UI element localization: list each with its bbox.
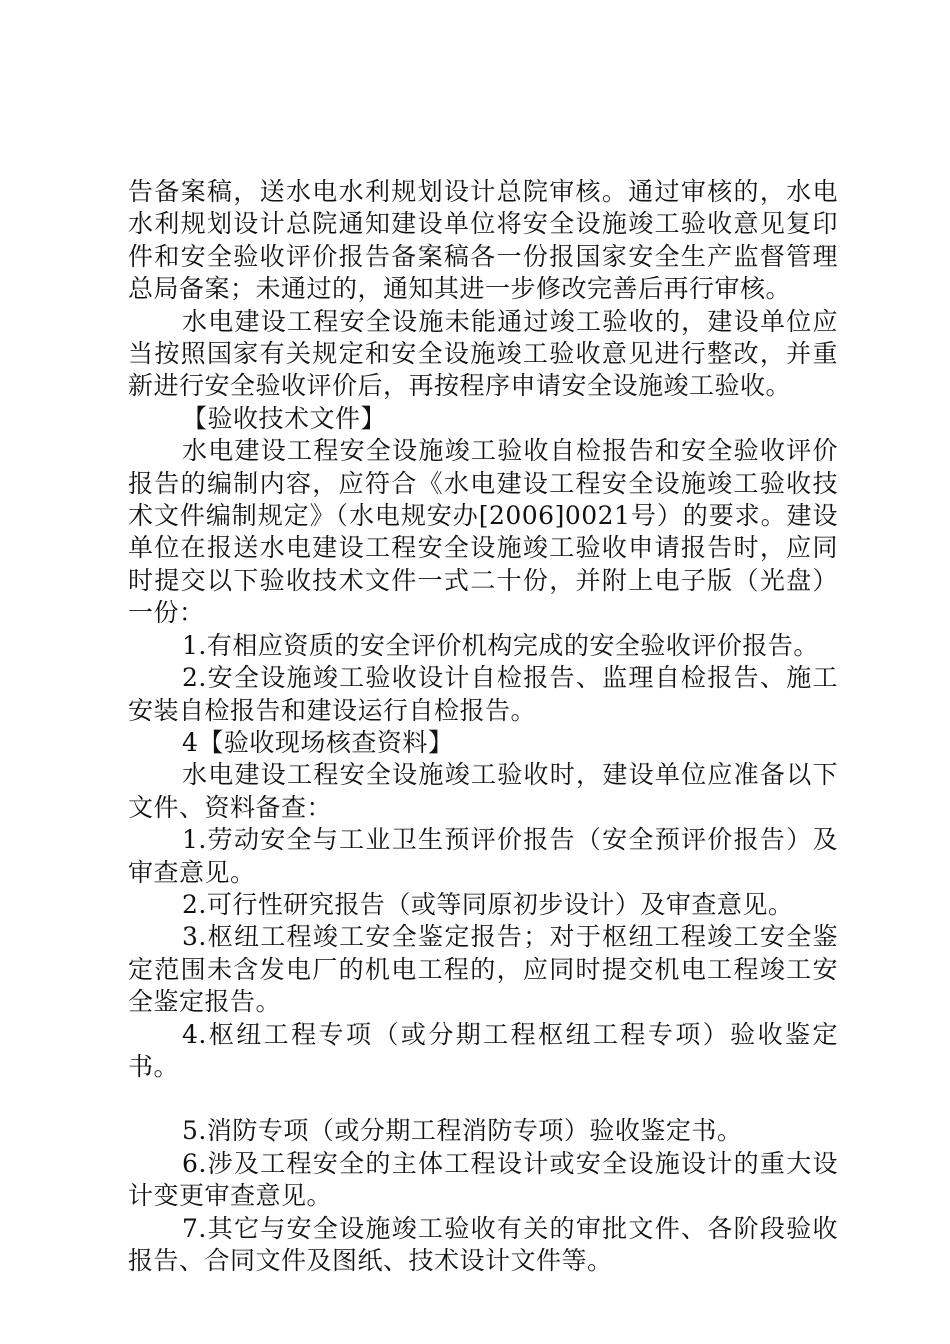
list-item-7-other-documents: 7.其它与安全设施竣工验收有关的审批文件、各阶段验收报告、合同文件及图纸、技术设计文件等。 (128, 1213, 838, 1275)
paragraph-failed-acceptance: 水电建设工程安全设施未能通过竣工验收的，建设单位应当按照国家有关规定和安全设施竣工验收意见进行整改，并重新进行安全验收评价后，再按程序申请安全设施竣工验收。 (128, 306, 838, 401)
list-item-5-fire-acceptance: 5.消防专项（或分期工程消防专项）验收鉴定书。 (182, 1116, 743, 1146)
list-item-1-pre-evaluation-report: 1.劳动安全与工业卫生预评价报告（安全预评价报告）及审查意见。 (128, 825, 838, 887)
list-item-2-self-inspection-reports: 2.安全设施竣工验收设计自检报告、监理自检报告、施工安装自检报告和建设运行自检报告。 (128, 663, 838, 725)
list-item-6-design-change-review: 6.涉及工程安全的主体工程设计或安全设施设计的重大设计变更审查意见。 (128, 1148, 838, 1211)
list-item-4-special-acceptance: 4.枢纽工程专项（或分期工程枢纽工程专项）验收鉴定书。 (128, 1019, 838, 1081)
paragraph-technical-documents: 水电建设工程安全设施竣工验收自检报告和安全验收评价报告的编制内容，应符合《水电建设工程安全设施竣工验收技术文件编制规定》（水电规安办[2006]0021号）的要求。建设单位在报送水电建设工程安全设施竣工验收申请报告时，应同时提交以下验收技术文件一式二十份，并附上电子版（光盘）一份： (128, 436, 838, 628)
list-item-2-feasibility-report: 2.可行性研究报告（或等同原初步设计）及审查意见。 (182, 889, 794, 919)
paragraph-review-filing: 告备案稿，送水电水利规划设计总院审核。通过审核的，水电水利规划设计总院通知建设单位将安全设施竣工验收意见复印件和安全验收评价报告备案稿各一份报国家安全生产监督管理总局备案；未通过的，通知其进一步修改完善后再行审核。 (128, 177, 838, 304)
list-item-1-evaluation-report: 1.有相应资质的安全评价机构完成的安全验收评价报告。 (182, 630, 819, 660)
list-item-3-safety-appraisal: 3.枢纽工程竣工安全鉴定报告；对于枢纽工程竣工安全鉴定范围未含发电厂的机电工程的，应同时提交机电工程竣工安全鉴定报告。 (128, 922, 838, 1017)
section-heading-onsite-materials: 4【验收现场核查资料】 (182, 727, 454, 757)
paragraph-onsite-materials: 水电建设工程安全设施竣工验收时，建设单位应准备以下文件、资料备查： (128, 760, 838, 822)
section-heading-technical-documents: 【验收技术文件】 (182, 403, 387, 433)
document-body (128, 176, 838, 1277)
